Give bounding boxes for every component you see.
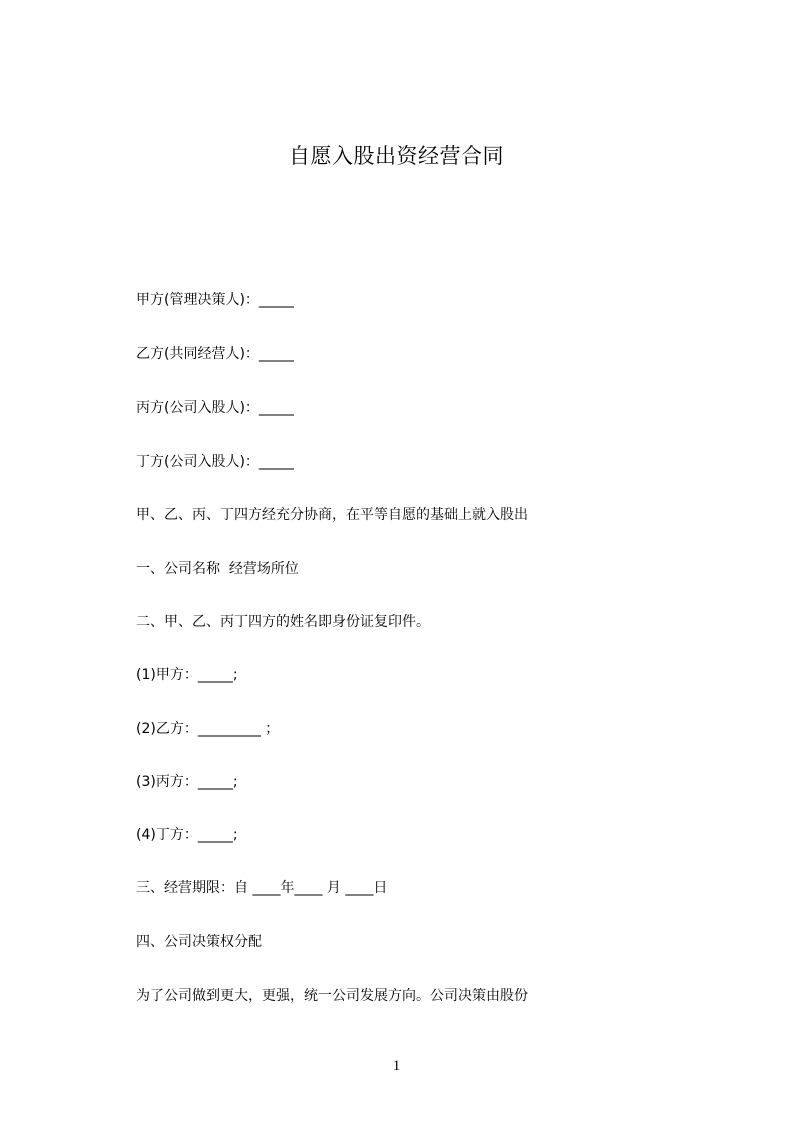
party-b-line: 乙方(共同经营人)：_____ [136, 346, 294, 362]
page-title: 自愿入股出资经营合同 [289, 144, 504, 168]
preamble-line: 甲、乙、丙、丁四方经充分协商，在平等自愿的基础上就入股出 [136, 507, 528, 523]
section-3-term: 三、经营期限：自 ____年____ 月 ____日 [136, 880, 388, 896]
section-4-body: 为了公司做到更大，更强，统一公司发展方向。公司决策由股份 [136, 988, 528, 1004]
party-d-line: 丁方(公司入股人)：_____ [136, 454, 294, 470]
party-a-line: 甲方(管理决策人)：_____ [136, 292, 294, 308]
page-number: 1 [392, 1058, 401, 1074]
party-c-id-line: (3)丙方：_____; [136, 774, 238, 790]
party-b-id-line: (2)乙方：_________ ； [136, 721, 280, 737]
section-4-heading: 四、公司决策权分配 [136, 934, 262, 950]
party-a-id-line: (1)甲方：_____; [136, 667, 238, 683]
section-2-heading: 二、甲、乙、丙丁四方的姓名即身份证复印件。 [136, 614, 430, 630]
party-c-line: 丙方(公司入股人)：_____ [136, 400, 294, 416]
section-1-heading: 一、公司名称 经营场所位 [136, 561, 299, 577]
party-d-id-line: (4)丁方：_____; [136, 827, 238, 843]
